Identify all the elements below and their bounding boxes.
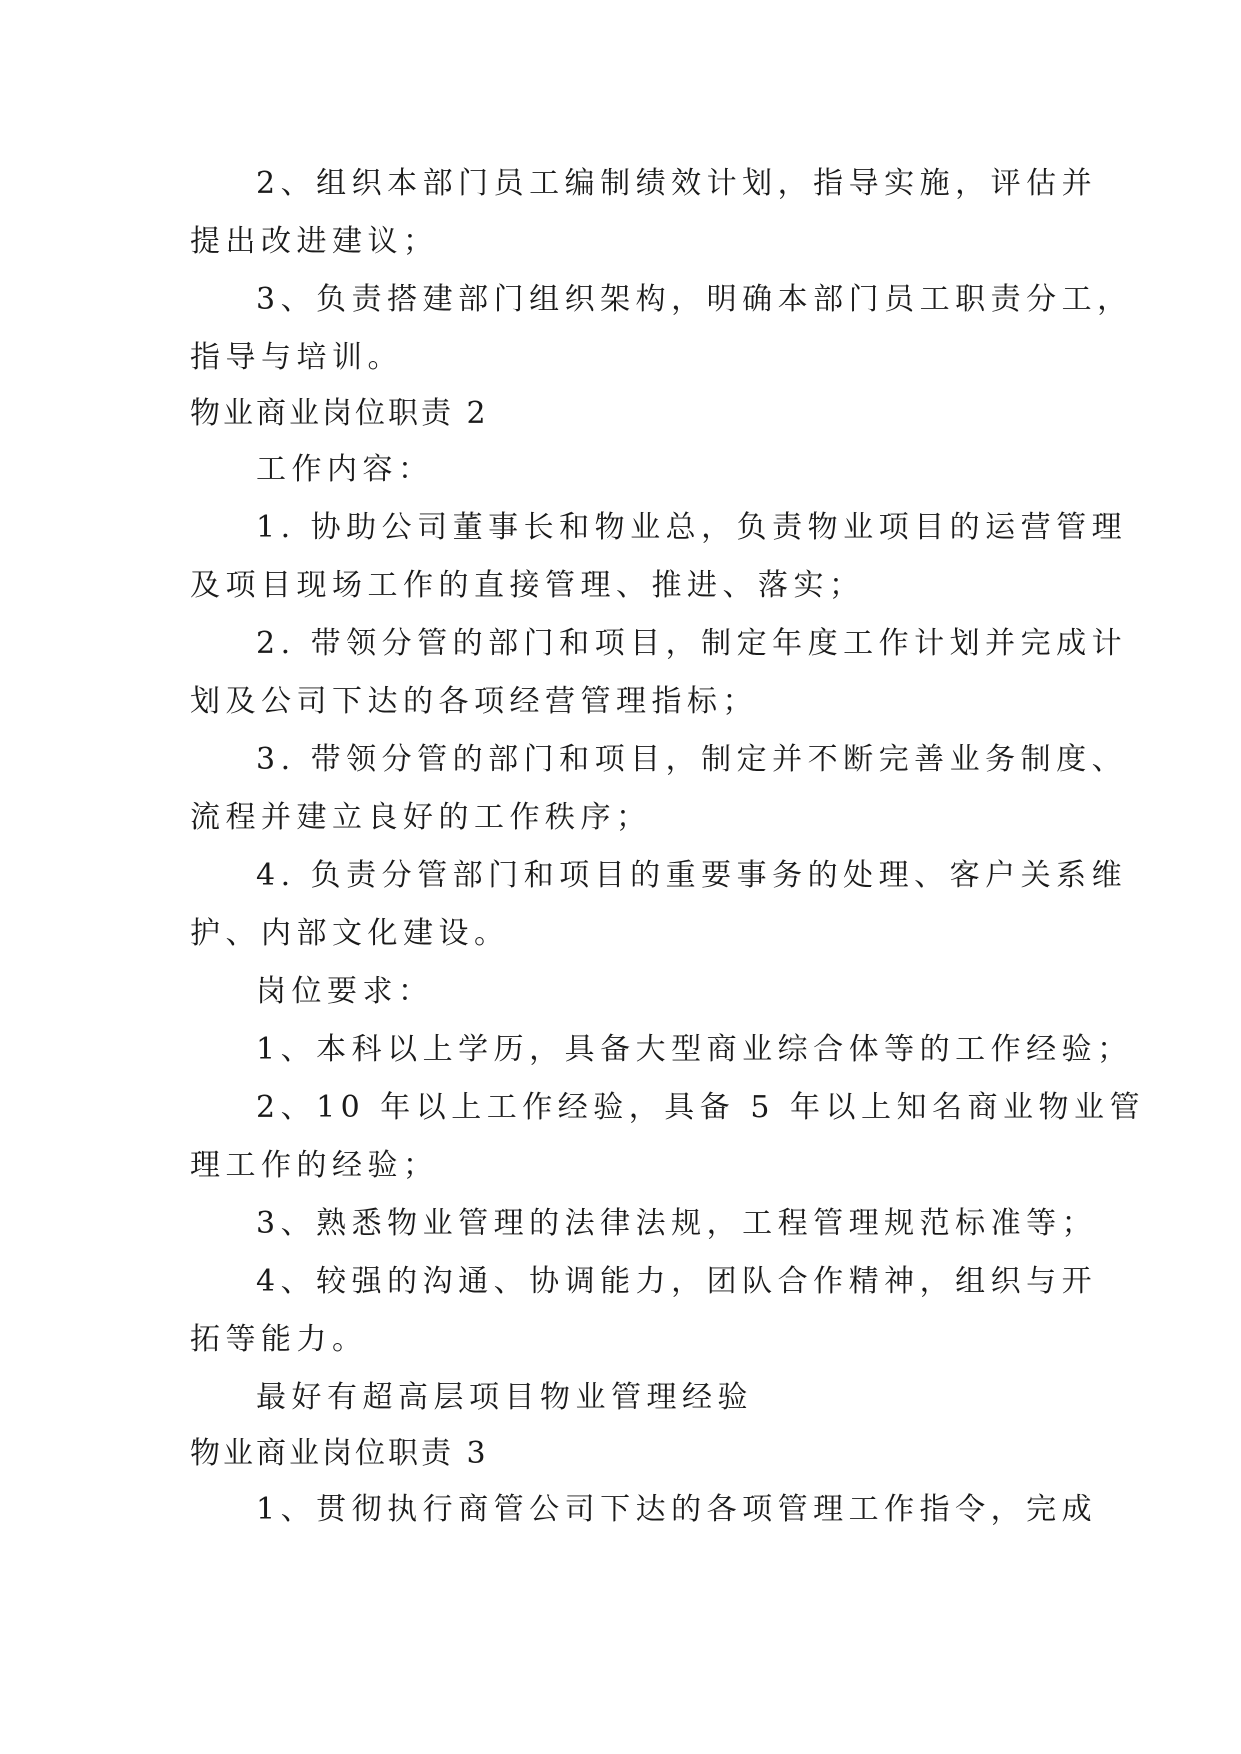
paragraph-line: 及项目现场工作的直接管理、推进、落实； — [190, 568, 865, 603]
subheading: 工作内容： — [256, 452, 434, 487]
paragraph-line: 1、本科以上学历，具备大型商业综合体等的工作经验； — [256, 1032, 1133, 1067]
paragraph-line: 拓等能力。 — [190, 1322, 368, 1357]
paragraph-line: 划及公司下达的各项经营管理指标； — [190, 684, 758, 719]
paragraph-line: 3、负责搭建部门组织架构，明确本部门员工职责分工， — [256, 282, 1133, 317]
paragraph-line: 3. 带领分管的部门和项目，制定并不断完善业务制度、 — [256, 742, 1128, 777]
paragraph-line: 指导与培训。 — [190, 340, 403, 375]
paragraph-line: 护、内部文化建设。 — [190, 916, 510, 951]
paragraph-line: 提出改进建议； — [190, 224, 439, 259]
paragraph-line: 流程并建立良好的工作秩序； — [190, 800, 652, 835]
paragraph-line: 2、10 年以上工作经验，具备 5 年以上知名商业物业管 — [256, 1090, 1145, 1125]
section-heading: 物业商业岗位职责 2 — [190, 396, 489, 431]
paragraph-line: 最好有超高层项目物业管理经验 — [256, 1380, 753, 1415]
paragraph-line: 4. 负责分管部门和项目的重要事务的处理、客户关系维 — [256, 858, 1128, 893]
section-heading: 物业商业岗位职责 3 — [190, 1436, 489, 1471]
paragraph-line: 2. 带领分管的部门和项目，制定年度工作计划并完成计 — [256, 626, 1128, 661]
paragraph-line: 1. 协助公司董事长和物业总，负责物业项目的运营管理 — [256, 510, 1128, 545]
paragraph-line: 4、较强的沟通、协调能力，团队合作精神，组织与开 — [256, 1264, 1098, 1299]
paragraph-line: 理工作的经验； — [190, 1148, 439, 1183]
paragraph-line: 1、贯彻执行商管公司下达的各项管理工作指令，完成 — [256, 1492, 1098, 1527]
paragraph-line: 2、组织本部门员工编制绩效计划，指导实施，评估并 — [256, 166, 1098, 201]
paragraph-line: 3、熟悉物业管理的法律法规，工程管理规范标准等； — [256, 1206, 1098, 1241]
subheading: 岗位要求： — [256, 974, 434, 1009]
